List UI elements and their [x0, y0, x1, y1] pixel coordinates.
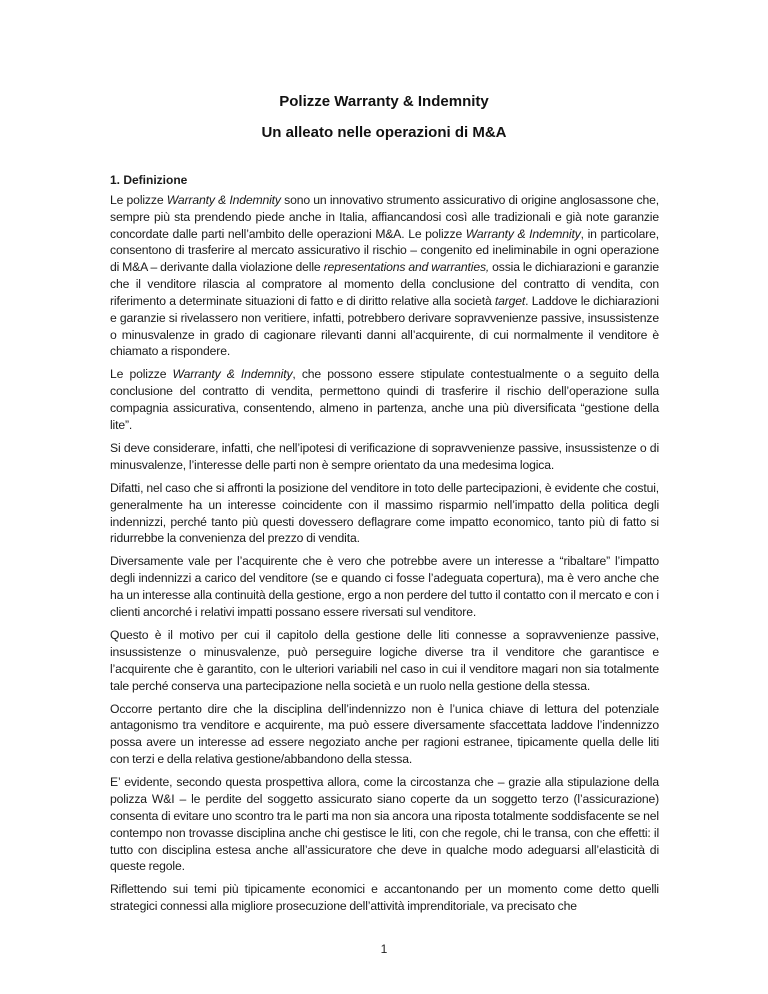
paragraph	[110, 881, 659, 915]
italic-run: Warranty & Indemnity	[166, 192, 281, 207]
italic-run: target	[494, 293, 526, 308]
page-number: 1	[380, 942, 388, 957]
paragraph	[110, 701, 659, 768]
italic-run: Warranty & Indemnity	[172, 367, 293, 382]
document-body	[110, 172, 659, 915]
text-run: , in particolare, consentono di trasferire al mercato assicurativo il rischio – congenito ed ineliminabile in ogni operazione di M&A – derivante dalla violazione delle	[110, 226, 659, 275]
text-run: . Laddove le dichiarazioni e garanzie si rivelassero non veritiere, infatti, potrebbero derivare sopravvenienze passive, insussistenze o minusvalenze in grado di cagionare rilevanti danni all’acquirente, di cui normalmente il venditore è chiamato a rispondere.	[110, 293, 659, 359]
paragraph	[110, 553, 659, 620]
text-run: sono un innovativo strumento assicurativo di origine anglosassone che, sempre più sta prendendo piede anche in Italia, affiancandosi così alle tradizionali e già note garanzie concordate dalle parti nell’ambito delle operazioni M&A. Le polizze	[110, 192, 659, 241]
paragraph	[110, 627, 659, 694]
document-title: Polizze Warranty & Indemnity	[279, 93, 489, 110]
text-run: Le polizze	[110, 192, 167, 207]
text-run: ossia le dichiarazioni e garanzie che il venditore rilascia al compratore al momento della conclusione del contratto di vendita, con riferimento a determinate situazioni di fatto e di diritto relative alla società	[110, 260, 659, 308]
italic-run: representations and warranties,	[323, 260, 490, 275]
paragraph	[110, 774, 659, 875]
document-subtitle: Un alleato nelle operazioni di M&A	[261, 124, 507, 141]
text-run: Questo è il motivo per cui il capitolo della gestione delle liti connesse a sopravvenienze passive, insussistenze o minusvalenze, può perseguire logiche diverse tra il venditore che garantisce e l’acquirente che è garantito, con le ulteriori variabili nel caso in cui il venditore magari non sia totalmente tale perché conserva una partecipazione nella società e un ruolo nella gestione della stessa.	[110, 628, 659, 693]
text-run: E’ evidente, secondo questa prospettiva allora, come la circostanza che – grazie alla stipulazione della polizza W&I – le perdite del soggetto assicurato siano coperte da un soggetto terzo (l’assicurazione) consenta di evitare uno scontro tra le parti ma non sia ancora una riposta totalmente soddisfacente se nel contempo non trovasse disciplina anche chi gestisce le liti, con che regole, chi le transa, con che effetti: il tutto con disciplina estesa anche all’assicuratore che deve in qualche modo adeguarsi all’elasticità di queste regole.	[110, 775, 659, 874]
paragraph	[110, 440, 659, 474]
paragraph	[110, 366, 659, 433]
paragraph	[110, 480, 659, 547]
italic-run: Warranty & Indemnity	[465, 226, 581, 241]
text-run: Difatti, nel caso che si affronti la posizione del venditore in toto delle partecipazioni, è evidente che costui, generalmente ha un interesse coincidente con il massimo risparmio nell’impatto della politica degli indennizzi, perché tanto più questi dovessero deflagrare come impatto economico, tanto più di fatto si ridurrebbe la convenienza del prezzo di vendita.	[110, 480, 659, 546]
text-run: Si deve considerare, infatti, che nell’ipotesi di verificazione di sopravvenienze passive, insussistenze o di minusvalenze, l’interesse delle parti non è sempre orientato da una medesima logica.	[110, 441, 659, 472]
paragraphs-container	[110, 192, 659, 915]
section-heading: 1. Definizione	[110, 173, 188, 187]
text-run: Diversamente vale per l’acquirente che è vero che potrebbe avere un interesse a “ribaltare” l’impatto degli indennizzi a carico del venditore (se e quando ci fosse l’adeguata copertura), ma è vero anche che ha un interesse alla continuità della gestione, ergo a non perdere del tutto il contatto con il mercato e con i clienti ancorché i relativi impatti possano essere riversati sul venditore.	[110, 554, 659, 619]
paragraph	[110, 192, 659, 360]
text-run: , che possono essere stipulate contestualmente o a seguito della conclusione del contratto di vendita, permettono quindi di trasferire il rischio dell’operazione sulla compagnia assicurativa, consentendo, almeno in partenza, anche una più diversificata “gestione della lite”.	[110, 367, 659, 432]
text-run: Le polizze	[110, 367, 173, 382]
text-run: Occorre pertanto dire che la disciplina dell’indennizzo non è l’unica chiave di lettura del potenziale antagonismo tra venditore e acquirente, ma può essere diversamente sfaccettata laddove l’indennizzo possa avere un interesse ad essere negoziato anche per ragioni estranee, tipicamente quella delle liti con terzi e della relativa gestione/abbandono della stessa.	[110, 701, 659, 767]
text-run: Riflettendo sui temi più tipicamente economici e accantonando per un momento come detto quelli strategici connessi alla migliore prosecuzione dell’attività imprenditoriale, va precisato che	[110, 882, 659, 914]
